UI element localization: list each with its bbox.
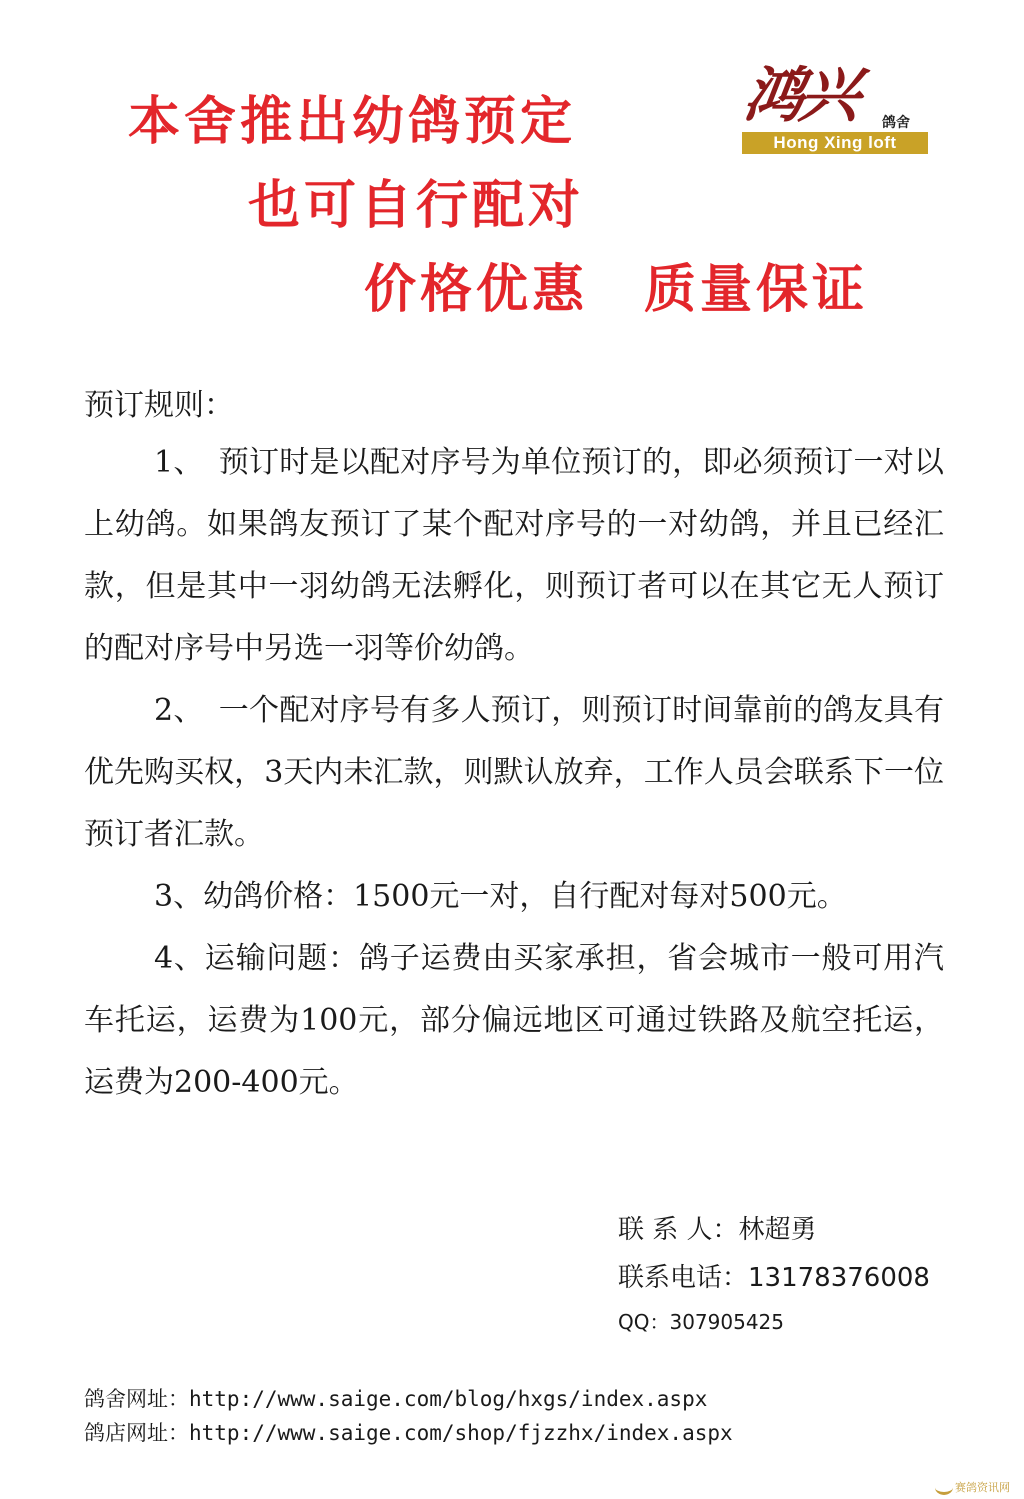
logo-name-bar: Hong Xing loft — [742, 132, 928, 154]
contact-block — [618, 1206, 930, 1342]
rules-list — [84, 432, 944, 1114]
headline-line-1: 本舍推出幼鸽预定 — [128, 92, 577, 152]
contact-person: 联 系 人：林超勇 — [618, 1215, 817, 1245]
loft-url-row — [84, 1382, 733, 1416]
rules-title: 预订规则： — [84, 388, 234, 423]
shop-url-label: 鸽店网址： — [84, 1421, 189, 1445]
logo-glyph: 鸿兴 — [739, 61, 861, 131]
contact-phone: 联系电话：13178376008 — [618, 1263, 930, 1293]
loft-url-label: 鸽舍网址： — [84, 1387, 189, 1411]
logo-subtitle: 鸽舍 — [882, 115, 910, 131]
rule-item-4: 4、运输问题：鸽子运费由买家承担，省会城市一般可用汽车托运，运费为100元，部分偏远地区可通过铁路及航空托运，运费为200-400元。 — [84, 941, 944, 1100]
loft-url-link[interactable]: http://www.saige.com/blog/hxgs/index.aspx — [189, 1387, 708, 1411]
headline-line-2: 也可自行配对 — [248, 176, 585, 236]
rule-item-3: 3、幼鸽价格：1500元一对，自行配对每对500元。 — [154, 879, 847, 914]
rule-item-1: 1、 预订时是以配对序号为单位预订的，即必须预订一对以上幼鸽。如果鸽友预订了某个配对序号的一对幼鸽，并且已经汇款，但是其中一羽幼鸽无法孵化，则预订者可以在其它无人预订的配对序号中另选一羽等价幼鸽。 — [84, 445, 944, 666]
contact-qq: QQ：307905425 — [618, 1310, 785, 1334]
shop-url-link[interactable]: http://www.saige.com/shop/fjzzhx/index.aspx — [189, 1421, 733, 1445]
site-watermark — [935, 1479, 1010, 1496]
rule-item-2: 2、 一个配对序号有多人预订，则预订时间靠前的鸽友具有优先购买权，3天内未汇款，则默认放弃，工作人员会联系下一位预订者汇款。 — [84, 693, 944, 852]
boat-icon — [935, 1480, 953, 1495]
hongxing-logo — [739, 61, 932, 156]
shop-url-row — [84, 1416, 733, 1450]
headline-line-3: 价格优惠 质量保证 — [364, 260, 869, 320]
watermark-text: 赛鸽资讯网 — [955, 1480, 1010, 1494]
website-links — [84, 1382, 733, 1450]
